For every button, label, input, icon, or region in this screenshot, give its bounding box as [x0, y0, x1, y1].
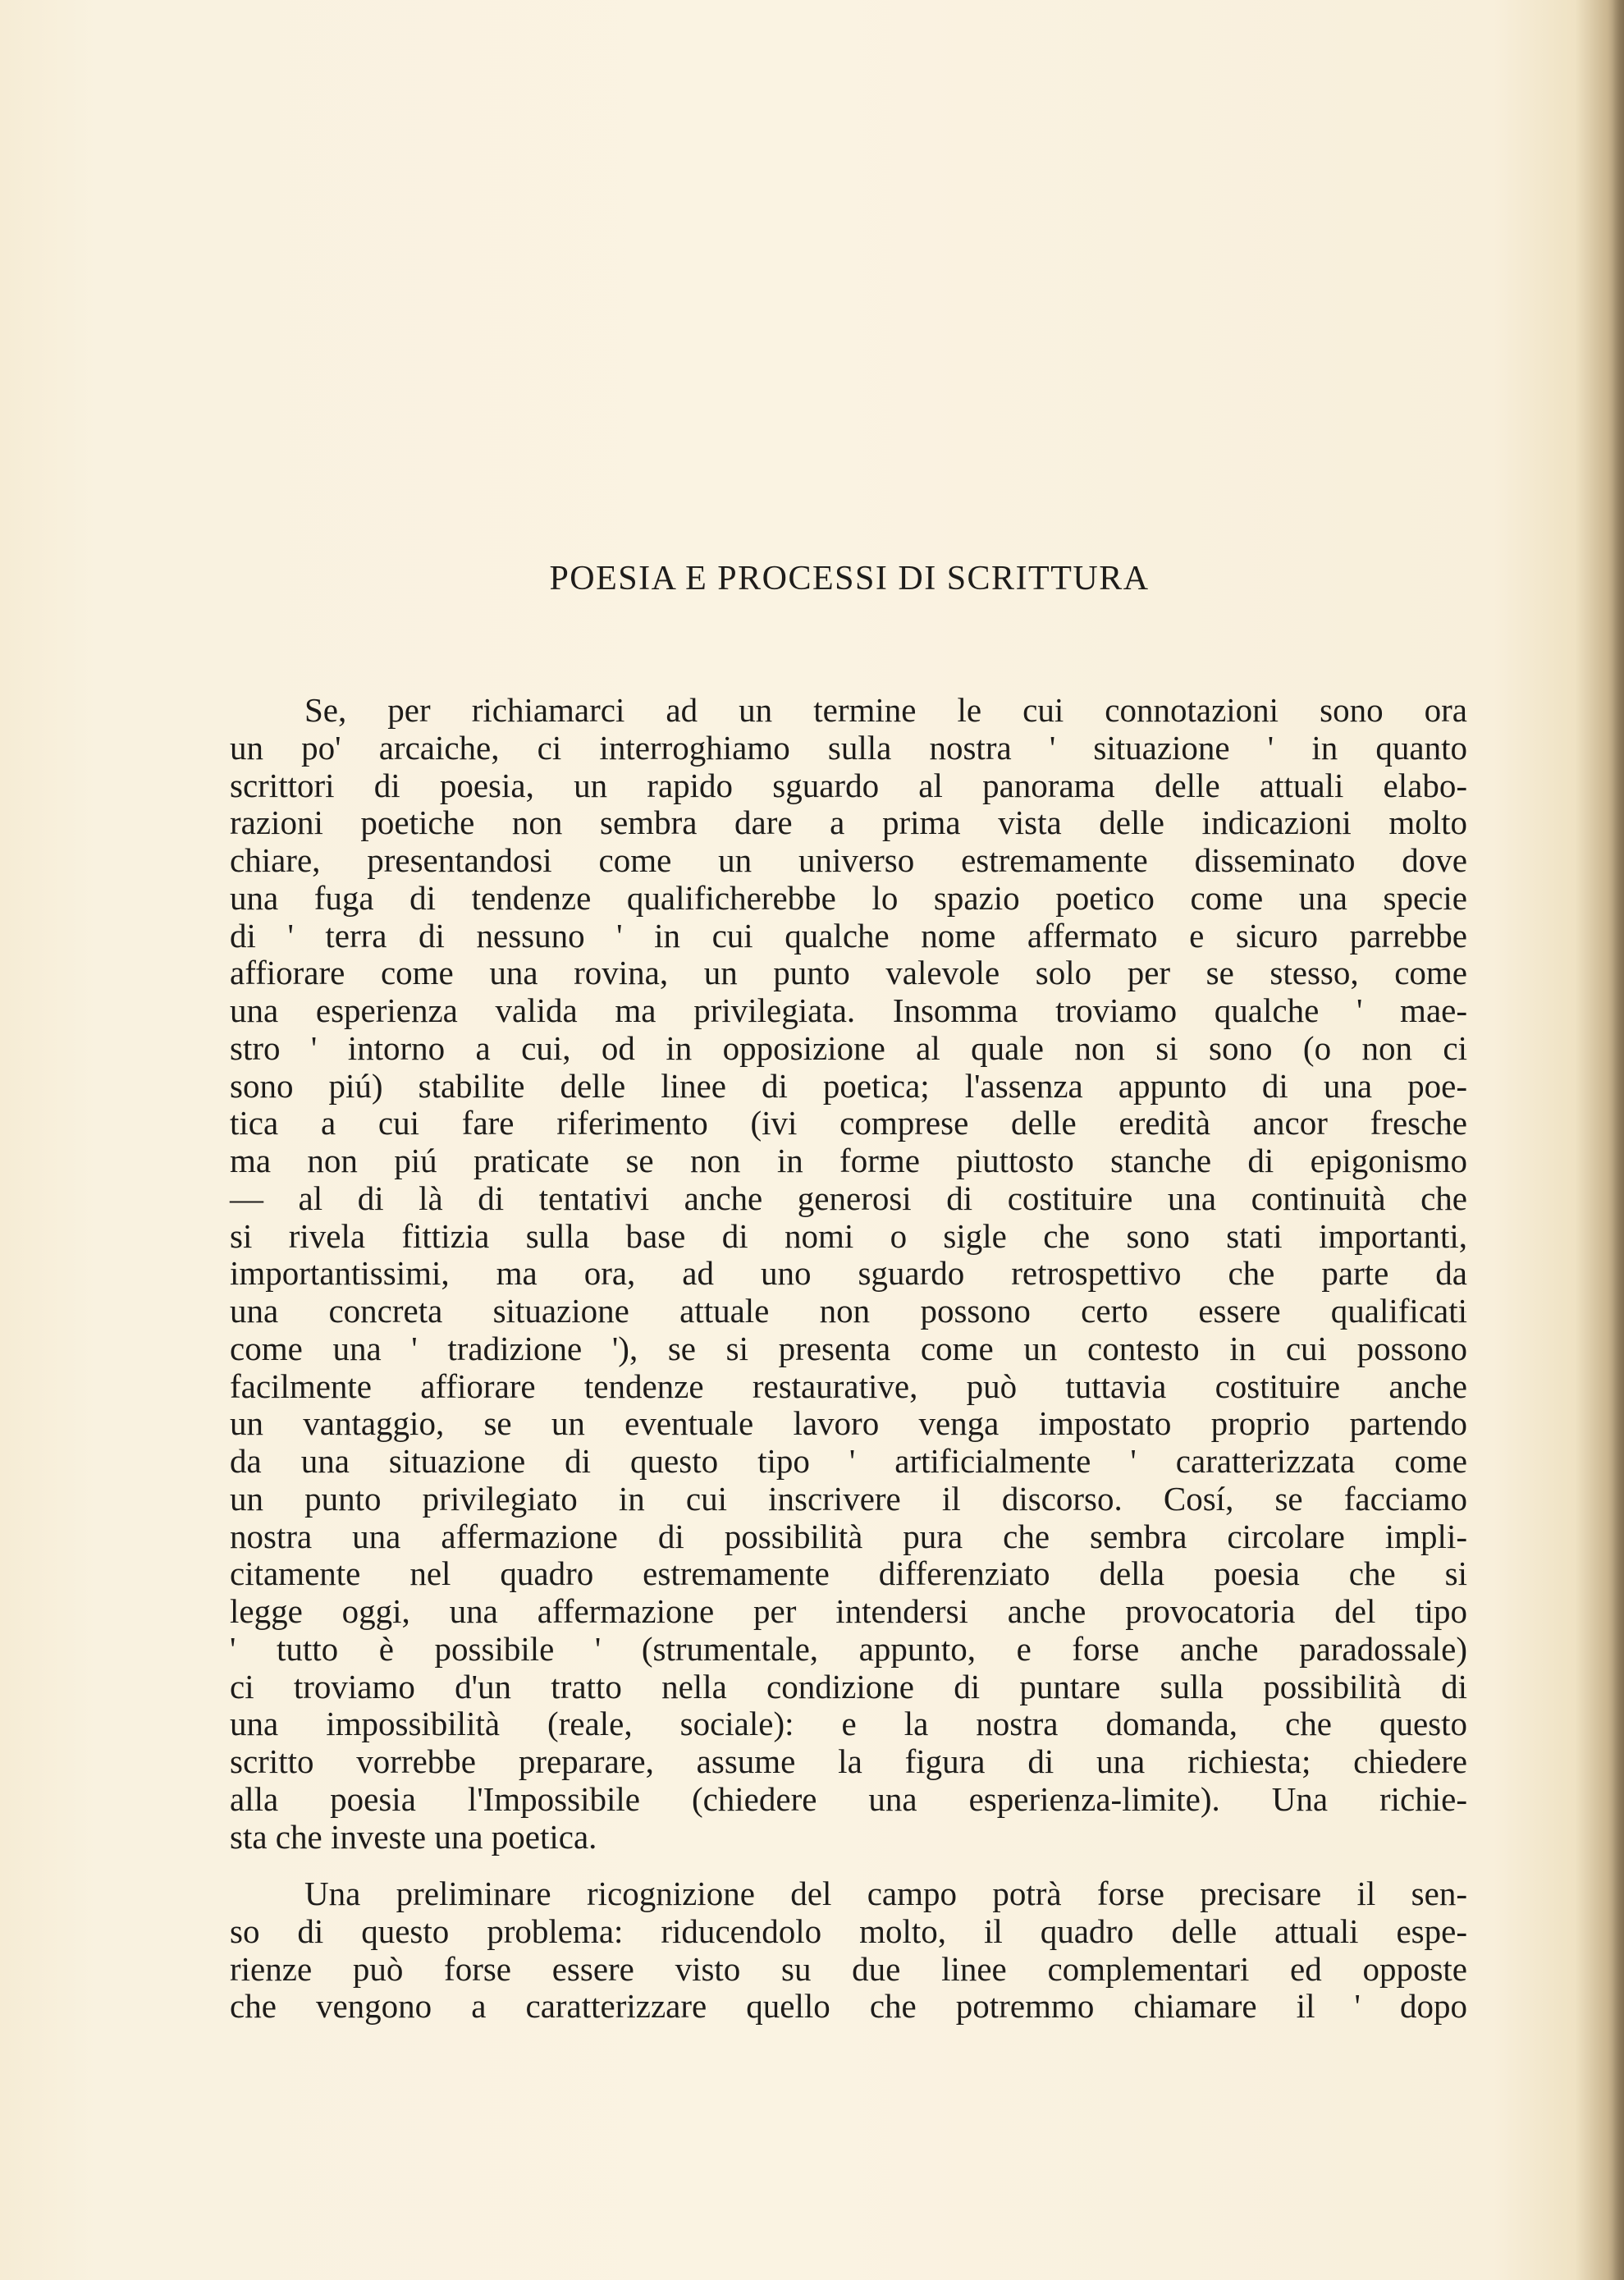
text-line: un punto privilegiato in cui inscrivere il discorso. Cosí, se facciamo	[230, 1479, 1467, 1518]
text-line: che vengono a caratterizzare quello che potremmo chiamare il ' dopo	[230, 1987, 1467, 2026]
text-line: affiorare come una rovina, un punto valevole solo per se stesso, come	[230, 954, 1467, 992]
text-line: ma non piú praticate se non in forme piuttosto stanche di epigonismo	[230, 1142, 1467, 1179]
text-line: importantissimi, ma ora, ad uno sguardo retrospettivo che parte da	[230, 1254, 1467, 1293]
text-line: una fuga di tendenze qualificherebbe lo spazio poetico come una specie	[230, 878, 1467, 917]
text-line: stro ' intorno a cui, od in opposizione al quale non si sono (o non ci	[230, 1028, 1467, 1067]
text-line: facilmente affiorare tendenze restaurative, può tuttavia costituire anche	[230, 1367, 1467, 1405]
text-line: — al di là di tentativi anche generosi di costituire una continuità che	[230, 1179, 1467, 1217]
text-line: un po' arcaiche, ci interroghiamo sulla nostra ' situazione ' in quanto	[230, 728, 1467, 767]
text-line: legge oggi, una affermazione per intendersi anche provocatoria del tipo	[230, 1592, 1467, 1630]
text-line: chiare, presentandosi come un universo estremamente disseminato dove	[230, 841, 1467, 879]
text-line: Una preliminare ricognizione del campo potrà forse precisare il sen-	[304, 1875, 1467, 1912]
text-line: da una situazione di questo tipo ' artificialmente ' caratterizzata come	[230, 1442, 1467, 1480]
text-line: una concreta situazione attuale non possono certo essere qualificati	[230, 1292, 1467, 1330]
page-edge-shadow	[1613, 0, 1624, 2280]
text-line: Se, per richiamarci ad un termine le cui connotazioni sono ora	[304, 691, 1467, 729]
text-line: scrittori di poesia, un rapido sguardo al panorama delle attuali elabo-	[230, 766, 1467, 804]
text-line: di ' terra di nessuno ' in cui qualche nome affermato e sicuro parrebbe	[230, 916, 1467, 955]
text-line: si rivela fittizia sulla base di nomi o sigle che sono stati importanti,	[230, 1216, 1467, 1255]
text-line: sta che investe una poetica.	[230, 1817, 597, 1856]
paragraph-1	[230, 692, 1467, 1856]
text-line: razioni poetiche non sembra dare a prima vista delle indicazioni molto	[230, 803, 1467, 842]
text-line: rienze può forse essere visto su due linee complementari ed opposte	[230, 1949, 1467, 1988]
text-line: un vantaggio, se un eventuale lavoro venga impostato proprio partendo	[230, 1404, 1467, 1443]
chapter-title: POESIA E PROCESSI DI SCRITTURA	[549, 560, 1150, 597]
text-line: nostra una affermazione di possibilità pura che sembra circolare impli-	[230, 1517, 1467, 1555]
text-line: alla poesia l'Impossibile (chiedere una esperienza-limite). Una richie-	[230, 1779, 1467, 1818]
text-line: come una ' tradizione '), se si presenta come un contesto in cui possono	[230, 1329, 1467, 1367]
text-line: ' tutto è possibile ' (strumentale, appunto, e forse anche paradossale)	[230, 1629, 1467, 1668]
text-line: una esperienza valida ma privilegiata. Insomma troviamo qualche ' mae-	[230, 991, 1467, 1029]
text-line: sono piú) stabilite delle linee di poetica; l'assenza appunto di una poe-	[230, 1066, 1467, 1105]
text-line: una impossibilità (reale, sociale): e la nostra domanda, che questo	[230, 1705, 1467, 1743]
text-line: tica a cui fare riferimento (ivi comprese delle eredità ancor fresche	[230, 1104, 1467, 1142]
text-line: ci troviamo d'un tratto nella condizione di puntare sulla possibilità di	[230, 1667, 1467, 1705]
text-line: so di questo problema: riducendolo molto, il quadro delle attuali espe-	[230, 1911, 1467, 1950]
text-line: scritto vorrebbe preparare, assume la figura di una richiesta; chiedere	[230, 1742, 1467, 1780]
text-line: citamente nel quadro estremamente differenziato della poesia che si	[230, 1554, 1467, 1593]
paragraph-2	[230, 1875, 1467, 2026]
